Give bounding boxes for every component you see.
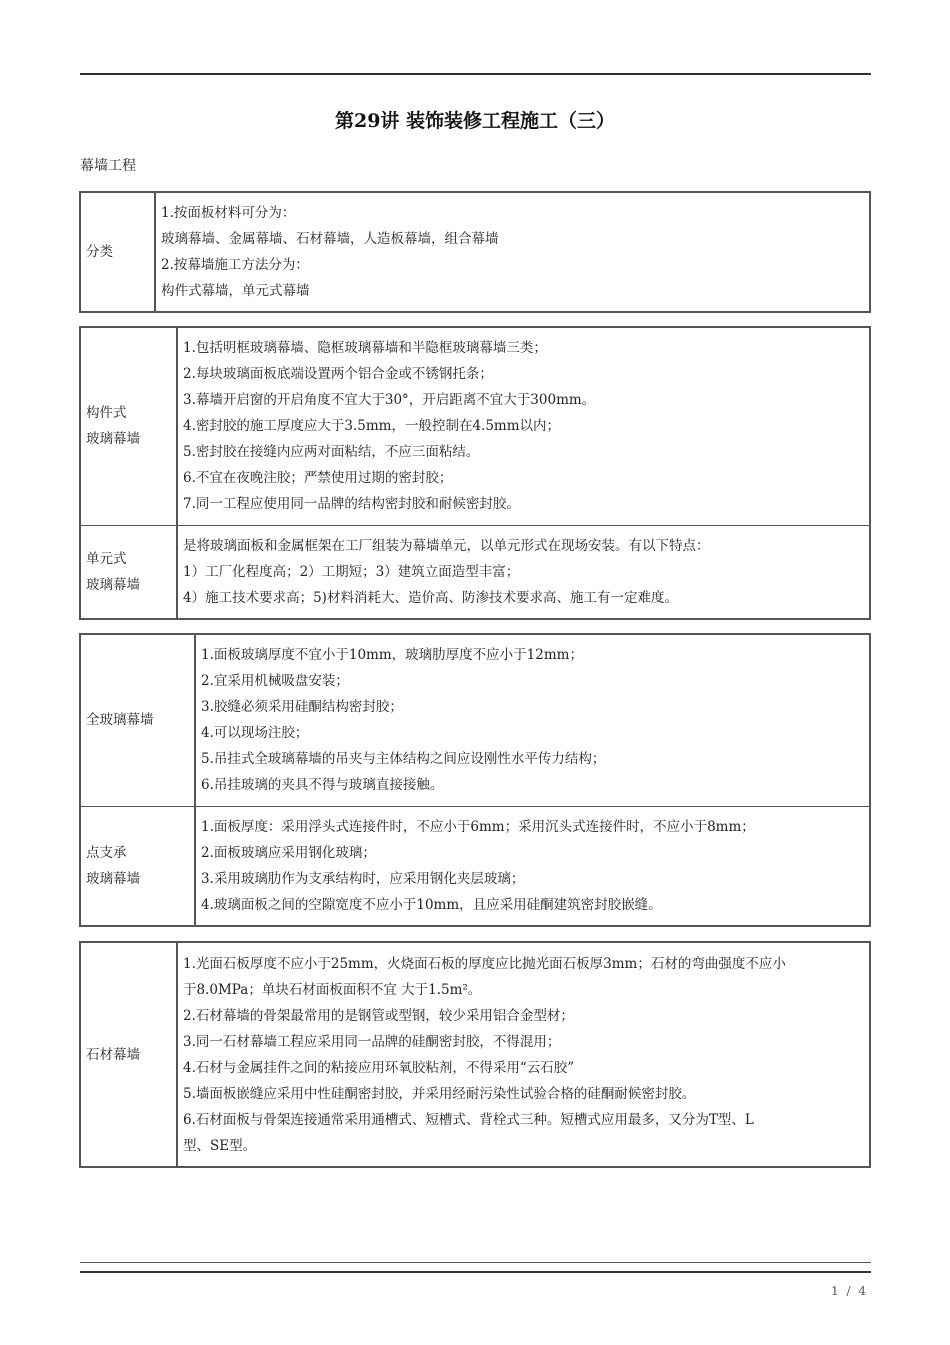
content-line: 1.包括明框玻璃幕墙、隐框玻璃幕墙和半隐框玻璃幕墙三类； — [183, 340, 547, 357]
row-content — [155, 192, 870, 312]
content-line: 4.密封胶的施工厚度应大于3.5mm，一般控制在4.5mm以内； — [183, 418, 561, 435]
content-line: 4.石材与金属挂件之间的粘接应用环氧胶粘剂，不得采用“云石胶” — [183, 1059, 575, 1076]
row-label-line: 全玻璃幕墙 — [86, 712, 154, 729]
table-row — [80, 806, 870, 926]
content-line: 3.幕墙开启窗的开启角度不宜大于30°，开启距离不宜大于300mm。 — [183, 392, 596, 409]
content-line: 1.按面板材料可分为： — [161, 205, 296, 221]
row-label-line: 点支承 — [86, 844, 127, 861]
content-line: 5.吊挂式全玻璃幕墙的吊夹与主体结构之间应设刚性水平传力结构； — [201, 751, 606, 768]
table-row — [80, 634, 870, 806]
content-line: 1.光面石板厚度不应小于25mm，火烧面石板的厚度应比抛光面石板厚3mm；石材的弯曲强度不应小 — [183, 955, 786, 972]
row-label — [80, 327, 177, 525]
content-line: 3.胶缝必须采用硅酮结构密封胶； — [201, 699, 403, 716]
glass-curtain-wall-table — [79, 326, 871, 620]
content-line: 5.密封胶在接缝内应两对面粘结，不应三面粘结。 — [183, 444, 480, 461]
row-content — [195, 806, 870, 926]
table-row — [80, 327, 870, 525]
content-line: 2.按幕墙施工方法分为： — [161, 257, 309, 273]
content-line: 是将玻璃面板和金属框架在工厂组装为幕墙单元，以单元形式在现场安装。有以下特点： — [183, 537, 710, 554]
content-line: 于8.0MPa；单块石材面板面积不宜 大于1.5m²。 — [183, 981, 482, 998]
page-separator: / — [846, 1284, 853, 1298]
content-line: 5.墙面板嵌缝应采用中性硅酮密封胶，并采用经耐污染性试验合格的硅酮耐候密封胶。 — [183, 1085, 696, 1102]
content-line: 2.宜采用机械吸盘安装； — [201, 673, 349, 690]
content-line: 玻璃幕墙、金属幕墙、石材幕墙，人造板幕墙，组合幕墙 — [161, 231, 499, 247]
content-line: 6.石材面板与骨架连接通常采用通槽式、短槽式、背栓式三种。短槽式应用最多，又分为T型、L — [183, 1111, 754, 1128]
row-label — [80, 634, 195, 806]
table-row — [80, 525, 870, 619]
row-label-line: 石材幕墙 — [86, 1046, 140, 1063]
content-line: 6.吊挂玻璃的夹具不得与玻璃直接接触。 — [201, 777, 444, 794]
content-line: 2.面板玻璃应采用钢化玻璃； — [201, 844, 376, 861]
row-label-line: 玻璃幕墙 — [86, 576, 140, 593]
row-content — [177, 327, 870, 525]
header-rule — [80, 73, 871, 75]
content-line: 4.可以现场注胶； — [201, 725, 309, 742]
content-line: 4.玻璃面板之间的空隙宽度不应小于10mm，且应采用硅酮建筑密封胶嵌缝。 — [201, 896, 662, 913]
content-line: 7.同一工程应使用同一品牌的结构密封胶和耐候密封胶。 — [183, 496, 520, 513]
footer-rule-upper — [80, 1262, 871, 1263]
row-content — [195, 634, 870, 806]
content-line: 1.面板厚度：采用浮头式连接件时，不应小于6mm；采用沉头式连接件时，不应小于8mm； — [201, 818, 755, 835]
row-content — [177, 525, 870, 619]
page-title: 第29讲 装饰装修工程施工（三） — [334, 110, 616, 132]
content-line: 2.每块玻璃面板底端设置两个铝合金或不锈钢托条； — [183, 366, 493, 383]
table-row — [80, 942, 870, 1167]
page-indicator — [831, 1284, 868, 1298]
content-line: 构件式幕墙，单元式幕墙 — [161, 283, 310, 299]
row-label — [80, 525, 177, 619]
content-line: 6.不宜在夜晚注胶；严禁使用过期的密封胶； — [183, 470, 453, 487]
content-line: 3.同一石材幕墙工程应采用同一品牌的硅酮密封胶，不得混用； — [183, 1033, 561, 1050]
page-total: 4 — [858, 1284, 868, 1298]
row-content — [177, 942, 870, 1167]
content-line: 2.石材幕墙的骨架最常用的是钢管或型钢，较少采用铝合金型材； — [183, 1007, 574, 1024]
row-label-line: 单元式 — [86, 550, 127, 567]
footer-rule-lower — [80, 1271, 871, 1273]
row-label-line: 玻璃幕墙 — [86, 431, 140, 448]
row-label-line: 玻璃幕墙 — [86, 870, 140, 887]
full-glass-table — [79, 633, 871, 927]
content-line: 4）施工技术要求高；5)材料消耗大、造价高、防渗技术要求高、施工有一定难度。 — [183, 589, 678, 606]
content-line: 1）工厂化程度高；2）工期短；3）建筑立面造型丰富； — [183, 563, 520, 580]
page-current: 1 — [831, 1284, 841, 1298]
row-label — [80, 942, 177, 1167]
stone-curtain-wall-table — [79, 941, 871, 1168]
row-label-line: 分类 — [86, 244, 113, 260]
table-row — [80, 192, 870, 312]
row-label — [80, 192, 155, 312]
content-line: 3.采用玻璃肋作为支承结构时，应采用钢化夹层玻璃； — [201, 870, 525, 887]
classification-table — [79, 191, 871, 313]
content-line: 型、SE型。 — [183, 1137, 257, 1154]
content-line: 1.面板玻璃厚度不宜小于10mm，玻璃肋厚度不应小于12mm； — [201, 647, 583, 664]
section-heading: 幕墙工程 — [80, 158, 136, 174]
row-label-line: 构件式 — [86, 405, 127, 422]
row-label — [80, 806, 195, 926]
